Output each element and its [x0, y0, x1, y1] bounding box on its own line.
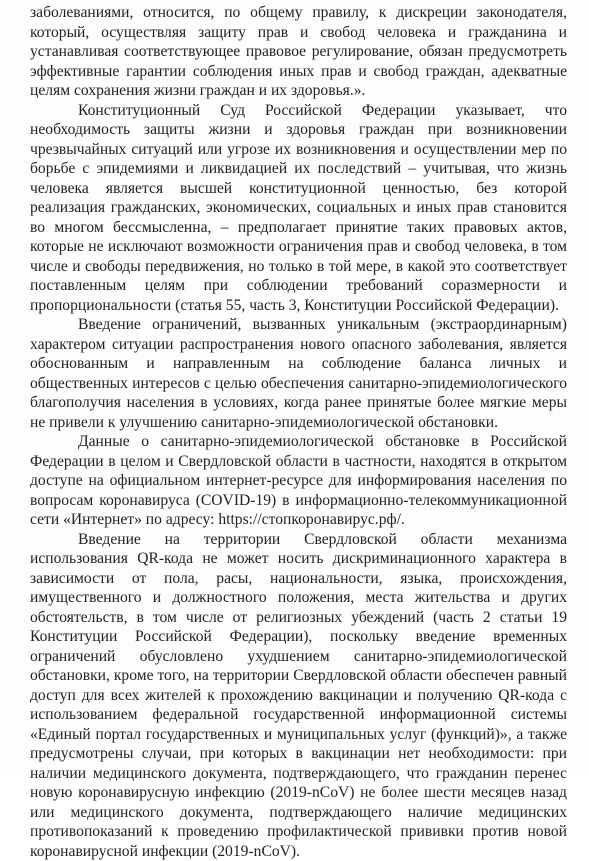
paragraph-continuation: заболеваниями, относится, по общему правилу, к дискреции законодателя, который, осуществляя защиту прав и свобод человека и гражданина и устанавливая соответствующее правовое регулирование, обязан предусмотреть эффективные гарантии соблюдения иных прав и свобод граждан, адекватные целям сохранения жизни граждан и их здоровья.».	[30, 3, 567, 101]
paragraph-restrictions: Введение ограничений, вызванных уникальным (экстраординарным) характером ситуации распространения нового опасного заболевания, является обоснованным и направленным на соблюдение баланса личных и общественных интересов с целью обеспечения санитарно-эпидемиологического благополучия населения в условиях, когда ранее принятые более мягкие меры не привели к улучшению санитарно-эпидемиологической обстановки.	[30, 315, 567, 432]
paragraph-epidemic-data: Данные о санитарно-эпидемиологической обстановке в Российской Федерации в целом и Свердловской области в частности, находятся в открытом доступе на официальном интернет-ресурсе для информирования населения по вопросам коронавируса (COVID-19) в информационно-телекоммуникационной сети «Интернет» по адресу: https://стопкоронавирус.рф/.	[30, 432, 567, 530]
paragraph-constitutional-court: Конституционный Суд Российской Федерации указывает, что необходимость защиты жизни и здоровья граждан при возникновении чрезвычайных ситуаций или угрозе их возникновения и осуществлении мер по борьбе с эпидемиями и ликвидацией их последствий – учитывая, что жизнь человека является высшей конституционной ценностью, без которой реализация гражданских, экономических, социальных и иных прав становится во многом бессмысленна, – предполагает принятие таких правовых актов, которые не исключают возможности ограничения прав и свобод человека, в том числе и свободы передвижения, но только в той мере, в какой это соответствует поставленным целям при соблюдении требований соразмерности и пропорциональности (статья 55, часть 3, Конституции Российской Федерации).	[30, 101, 567, 316]
paragraph-qr-code: Введение на территории Свердловской области механизма использования QR-кода не может носить дискриминационного характера в зависимости от пола, расы, национальности, языка, происхождения, имущественного и должностного положения, места жительства и других обстоятельств, в том числе от религиозных убеждений (часть 2 статьи 19 Конституции Российской Федерации), поскольку введение временных ограничений обусловлено ухудшением санитарно-эпидемиологической обстановки, кроме того, на территории Свердловской области обеспечен равный доступ для всех жителей к прохождению вакцинации и получению QR-кода с использованием федеральной государственной информационной системы «Единый портал государственных и муниципальных услуг (функций)», а также предусмотрены случаи, при которых в вакцинации нет необходимости: при наличии медицинского документа, подтверждающего, что гражданин перенес новую коронавирусную инфекцию (2019-nCoV) не более шести месяцев назад или медицинского документа, подтверждающего наличие медицинских противопоказаний к проведению профилактической прививки против новой коронавирусной инфекции (2019-nCoV).	[30, 530, 567, 861]
